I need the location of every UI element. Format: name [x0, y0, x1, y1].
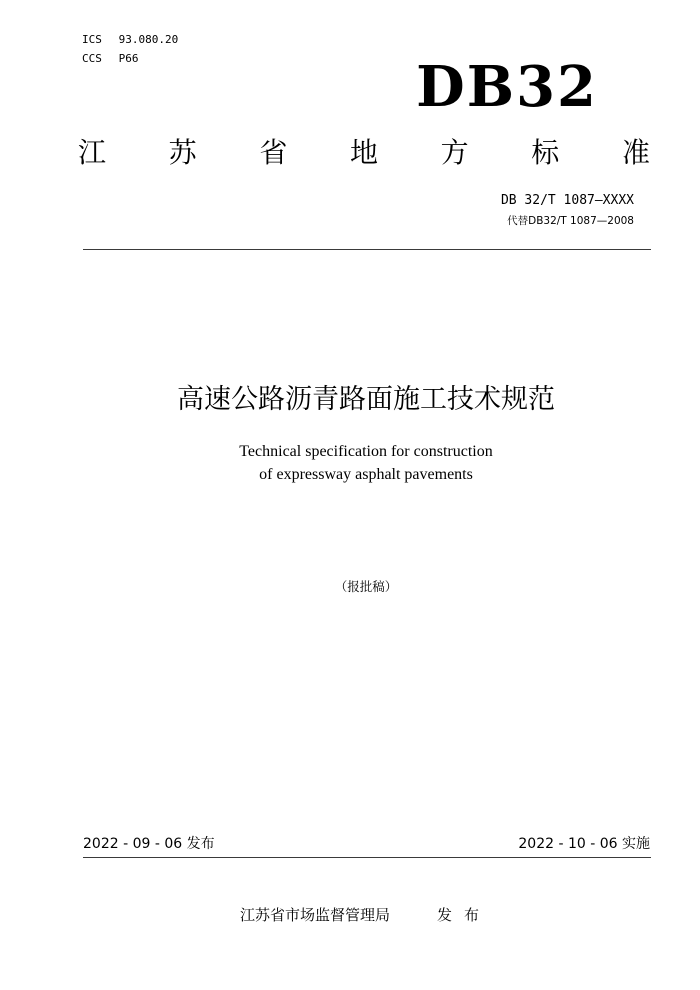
- category-char: 方: [440, 136, 469, 169]
- ccs-row: [82, 52, 178, 66]
- draft-status: （报批稿）: [334, 579, 398, 594]
- issue-label: 发布: [437, 906, 492, 924]
- category-char: 标: [531, 136, 560, 169]
- category-char: 省: [259, 136, 288, 169]
- ics-code: 93.080.20: [118, 33, 179, 46]
- ics-label: ICS: [82, 33, 102, 46]
- header-divider: [83, 249, 651, 250]
- issuing-authority: 江苏省市场监督管理局: [240, 906, 391, 924]
- title-english-line: of expressway asphalt pavements: [259, 466, 473, 483]
- replaces-standard: 代替DB32/T 1087—2008: [507, 215, 634, 227]
- category-char: 地: [349, 136, 378, 169]
- standard-category: [78, 133, 650, 173]
- ccs-label: CCS: [82, 52, 102, 65]
- footer-divider: [83, 857, 651, 858]
- category-char: 准: [621, 136, 650, 169]
- implementation-date: 2022 - 10 - 06 实施: [518, 836, 650, 852]
- standard-code: DB32: [416, 54, 598, 120]
- category-char: 江: [78, 136, 107, 169]
- standard-number: DB 32/T 1087—XXXX: [500, 193, 634, 208]
- title-english-line: Technical specification for construction: [239, 443, 493, 460]
- ics-row: [82, 33, 178, 47]
- title-english: [0, 440, 700, 486]
- issue-date: 2022 - 09 - 06 发布: [83, 836, 215, 852]
- title-chinese: 高速公路沥青路面施工技术规范: [177, 384, 555, 415]
- ccs-code: P66: [118, 52, 139, 65]
- classification-block: [82, 33, 178, 66]
- category-char: 苏: [168, 136, 197, 169]
